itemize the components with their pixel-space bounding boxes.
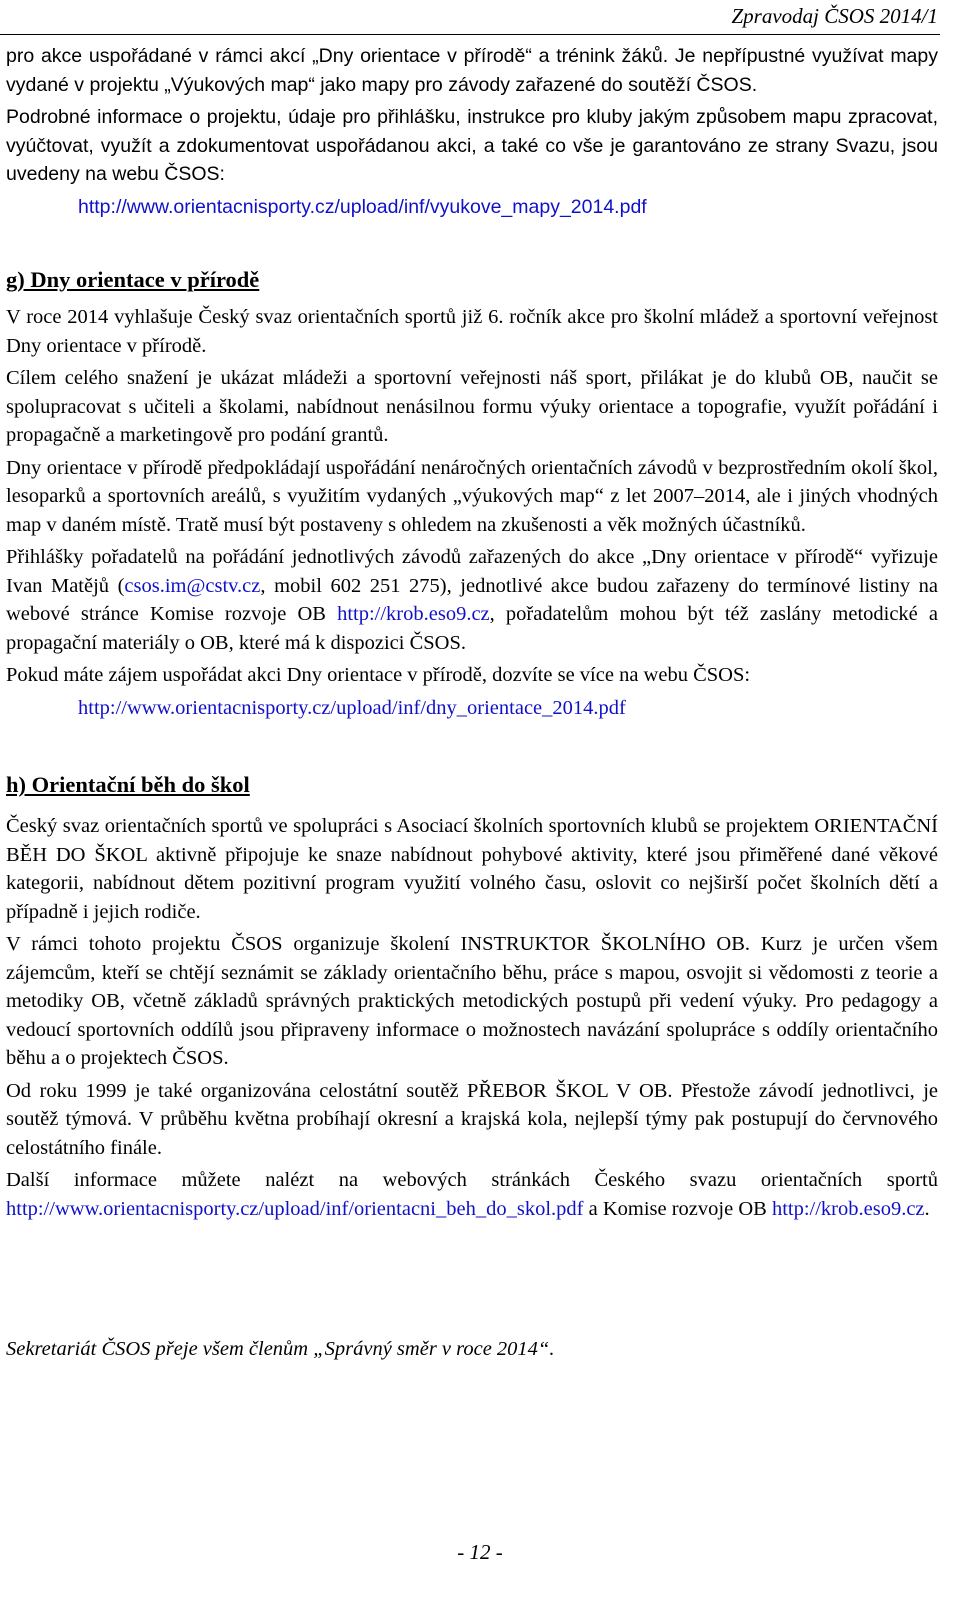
intro-paragraph-1: pro akce uspořádané v rámci akcí „Dny orientace v přírodě“ a trénink žáků. Je nepřípustné využívat mapy vydané v projektu „Výukových map“ jako mapy pro závody zařazené do soutěží ČSOS.: [6, 45, 938, 96]
closing-greeting: Sekretariát ČSOS přeje všem členům „Správný směr v roce 2014“.: [6, 1338, 555, 1360]
email-link[interactable]: csos.im@cstv.cz: [124, 574, 261, 597]
section-h-paragraph-3: Od roku 1999 je také organizována celostátní soutěž PŘEBOR ŠKOL V OB. Přestože závodí jednotlivci, je soutěž týmová. V průběhu května probíhají okresní a krajská kola, nejlepší týmy pak postupují do červnového celostátního finále.: [6, 1079, 938, 1159]
ob-do-skol-link[interactable]: http://www.orientacnisporty.cz/upload/inf/orientacni_beh_do_skol.pdf: [6, 1197, 584, 1220]
section-g-paragraph-3: Dny orientace v přírodě předpokládají uspořádání nenáročných orientačních závodů v bezprostředním okolí škol, lesoparků a sportovních areálů, s využitím vydaných „výukových map“ z let 2007–2014, ale i jiných vhodných map v daném místě. Tratě musí být postaveny s ohledem na zkušenosti a věk možných účastníků.: [6, 456, 938, 536]
krob-link-2[interactable]: http://krob.eso9.cz: [771, 1197, 925, 1220]
section-g-paragraph-5: Pokud máte zájem uspořádat akci Dny orientace v přírodě, dozvíte se více na webu ČSOS:: [6, 664, 751, 686]
article-body: [6, 42, 938, 1364]
section-h-heading: h) Orientační běh do škol: [6, 772, 250, 797]
section-g-paragraph-2: Cílem celého snažení je ukázat mládeži a sportovní veřejnosti náš sport, přilákat je do klubů OB, naučit se spolupracovat s učiteli a školami, nabídnout nenásilnou formu výuky orientace a topografie, využít pořádání i propagačně a marketingově pro podání grantů.: [6, 367, 938, 446]
section-g-heading: g) Dny orientace v přírodě: [6, 267, 260, 292]
dny-orientace-link[interactable]: http://www.orientacnisporty.cz/upload/inf/dny_orientace_2014.pdf: [78, 696, 626, 719]
section-h-paragraph-2: V rámci tohoto projektu ČSOS organizuje školení INSTRUKTOR ŠKOLNÍHO OB. Kurz je určen všem zájemcům, kteří se chtějí seznámit se základy orientačního běhu, práce s mapou, osvojit si vědomosti z teorie a metodiky OB, včetně základů správných praktických metodických postupů při vedení výuky. Pro pedagogy a vedoucí sportovních oddílů jsou připraveny informace o možnostech navázání spolupráce s oddíly orientačního běhu a o projektech ČSOS.: [6, 933, 938, 1069]
page-number: - 12 -: [457, 1540, 503, 1564]
section-h-paragraph-4: Další informace můžete nalézt na webových stránkách Českého svazu orientačních sportů http://www.orientacnisporty.cz/upload/inf/orientacni_beh_do_skol.pdf a Komise rozvoje OB http://krob.eso9.cz.: [6, 1169, 938, 1220]
section-g-paragraph-4: Přihlášky pořadatelů na pořádání jednotlivých závodů zařazených do akce „Dny orientace v přírodě“ vyřizuje Ivan Matějů (csos.im@cstv.cz, mobil 602 251 275), jednotlivé akce budou zařazeny do termínové listiny na webové stránce Komise rozvoje OB http://krob.eso9.cz, pořadatelům mohou být též zaslány metodické a propagační materiály o OB, které má k dispozici ČSOS.: [6, 546, 938, 654]
section-g-paragraph-1: V roce 2014 vyhlašuje Český svaz orientačních sportů již 6. ročník akce pro školní mládež a sportovní veřejnost Dny orientace v přírodě.: [6, 306, 938, 357]
header-divider: [0, 34, 940, 35]
intro-paragraph-2: Podrobné informace o projektu, údaje pro přihlášku, instrukce pro kluby jakým způsobem mapu zpracovat, vyúčtovat, využít a zdokumentovat uspořádanou akci, a také co vše je garantováno ze strany Svazu, jsou uvedeny na webu ČSOS:: [6, 106, 938, 185]
vyukove-mapy-link[interactable]: http://www.orientacnisporty.cz/upload/inf/vyukove_mapy_2014.pdf: [78, 195, 647, 218]
krob-link[interactable]: http://krob.eso9.cz: [337, 603, 490, 625]
newsletter-title: Zpravodaj ČSOS 2014/1: [731, 4, 938, 28]
section-h-paragraph-1: Český svaz orientačních sportů ve spolupráci s Asociací školních sportovních klubů se projektem ORIENTAČNÍ BĚH DO ŠKOL aktivně připojuje ke snaze nabídnout pohybové aktivity, které jsou přiměřené dané věkové kategorii, nabídnout dětem pozitivní program využití volného času, oslovit co nejširší počet školních dětí a případně i jejich rodiče.: [6, 815, 938, 923]
